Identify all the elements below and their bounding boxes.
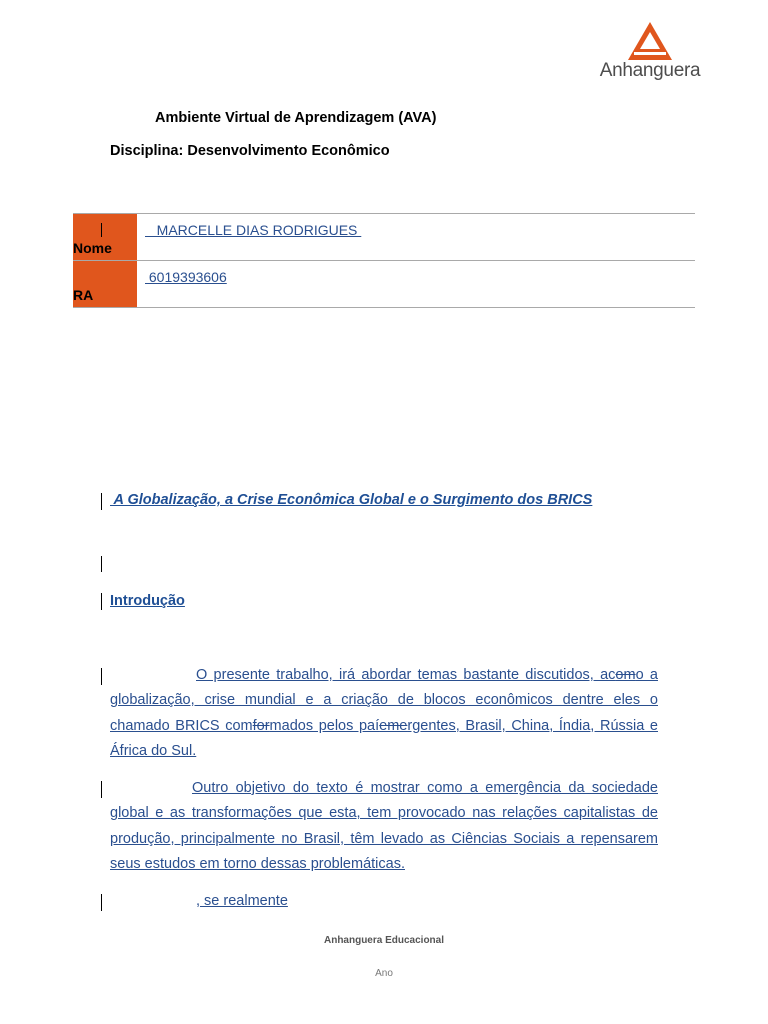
label-name: Nome	[73, 240, 112, 256]
header-discipline: Disciplina: Desenvolvimento Econômico	[110, 143, 390, 159]
table-row-name	[73, 213, 695, 261]
logo-triangle-icon	[628, 22, 672, 62]
text-cursor	[101, 223, 102, 237]
student-ra-value[interactable]: 6019393606	[145, 269, 227, 285]
table-row-ra	[73, 261, 695, 308]
anhanguera-logo	[598, 22, 702, 86]
logo-wordmark: Anhanguera	[599, 60, 701, 81]
student-name-value[interactable]: MARCELLE DIAS RODRIGUES	[145, 222, 362, 238]
footer-organization: Anhanguera Educacional	[323, 935, 445, 946]
text-cursor	[101, 593, 102, 610]
text-cursor	[101, 894, 102, 911]
footer-year: Ano	[375, 968, 393, 979]
text-cursor	[101, 493, 102, 510]
text-cursor	[101, 668, 102, 685]
text-cursor	[101, 556, 102, 572]
section-heading-introducao[interactable]: Introdução	[110, 593, 185, 609]
paragraph-2[interactable]: Outro objetivo do texto é mostrar como a emergência da sociedade global e as transformações que esta, tem provocado nas relações capitalistas de produção, principalmente no Brasil, têm levado as Ciências Sociais a repensarem seus estudos em torno dessas problemáticas.	[110, 780, 658, 872]
label-ra: RA	[73, 287, 94, 303]
header-ava-title: Ambiente Virtual de Aprendizagem (AVA)	[155, 110, 437, 126]
label-cell	[73, 261, 137, 307]
paragraph-1[interactable]: O presente trabalho, irá abordar temas bastante discutidos, acomo a globalização, crise mundial e a criação de blocos econômicos dentre eles o chamado BRICS comformados pelos paíemergentes, Brasil, China, Índia, Rússia e África do Sul.	[110, 667, 658, 759]
document-title[interactable]: A Globalização, a Crise Econômica Global e o Surgimento dos BRICS	[110, 492, 593, 508]
text-cursor	[101, 781, 102, 798]
student-info-table	[73, 213, 695, 308]
label-cell	[73, 214, 137, 260]
paragraph-3[interactable]: , se realmente	[196, 893, 288, 909]
